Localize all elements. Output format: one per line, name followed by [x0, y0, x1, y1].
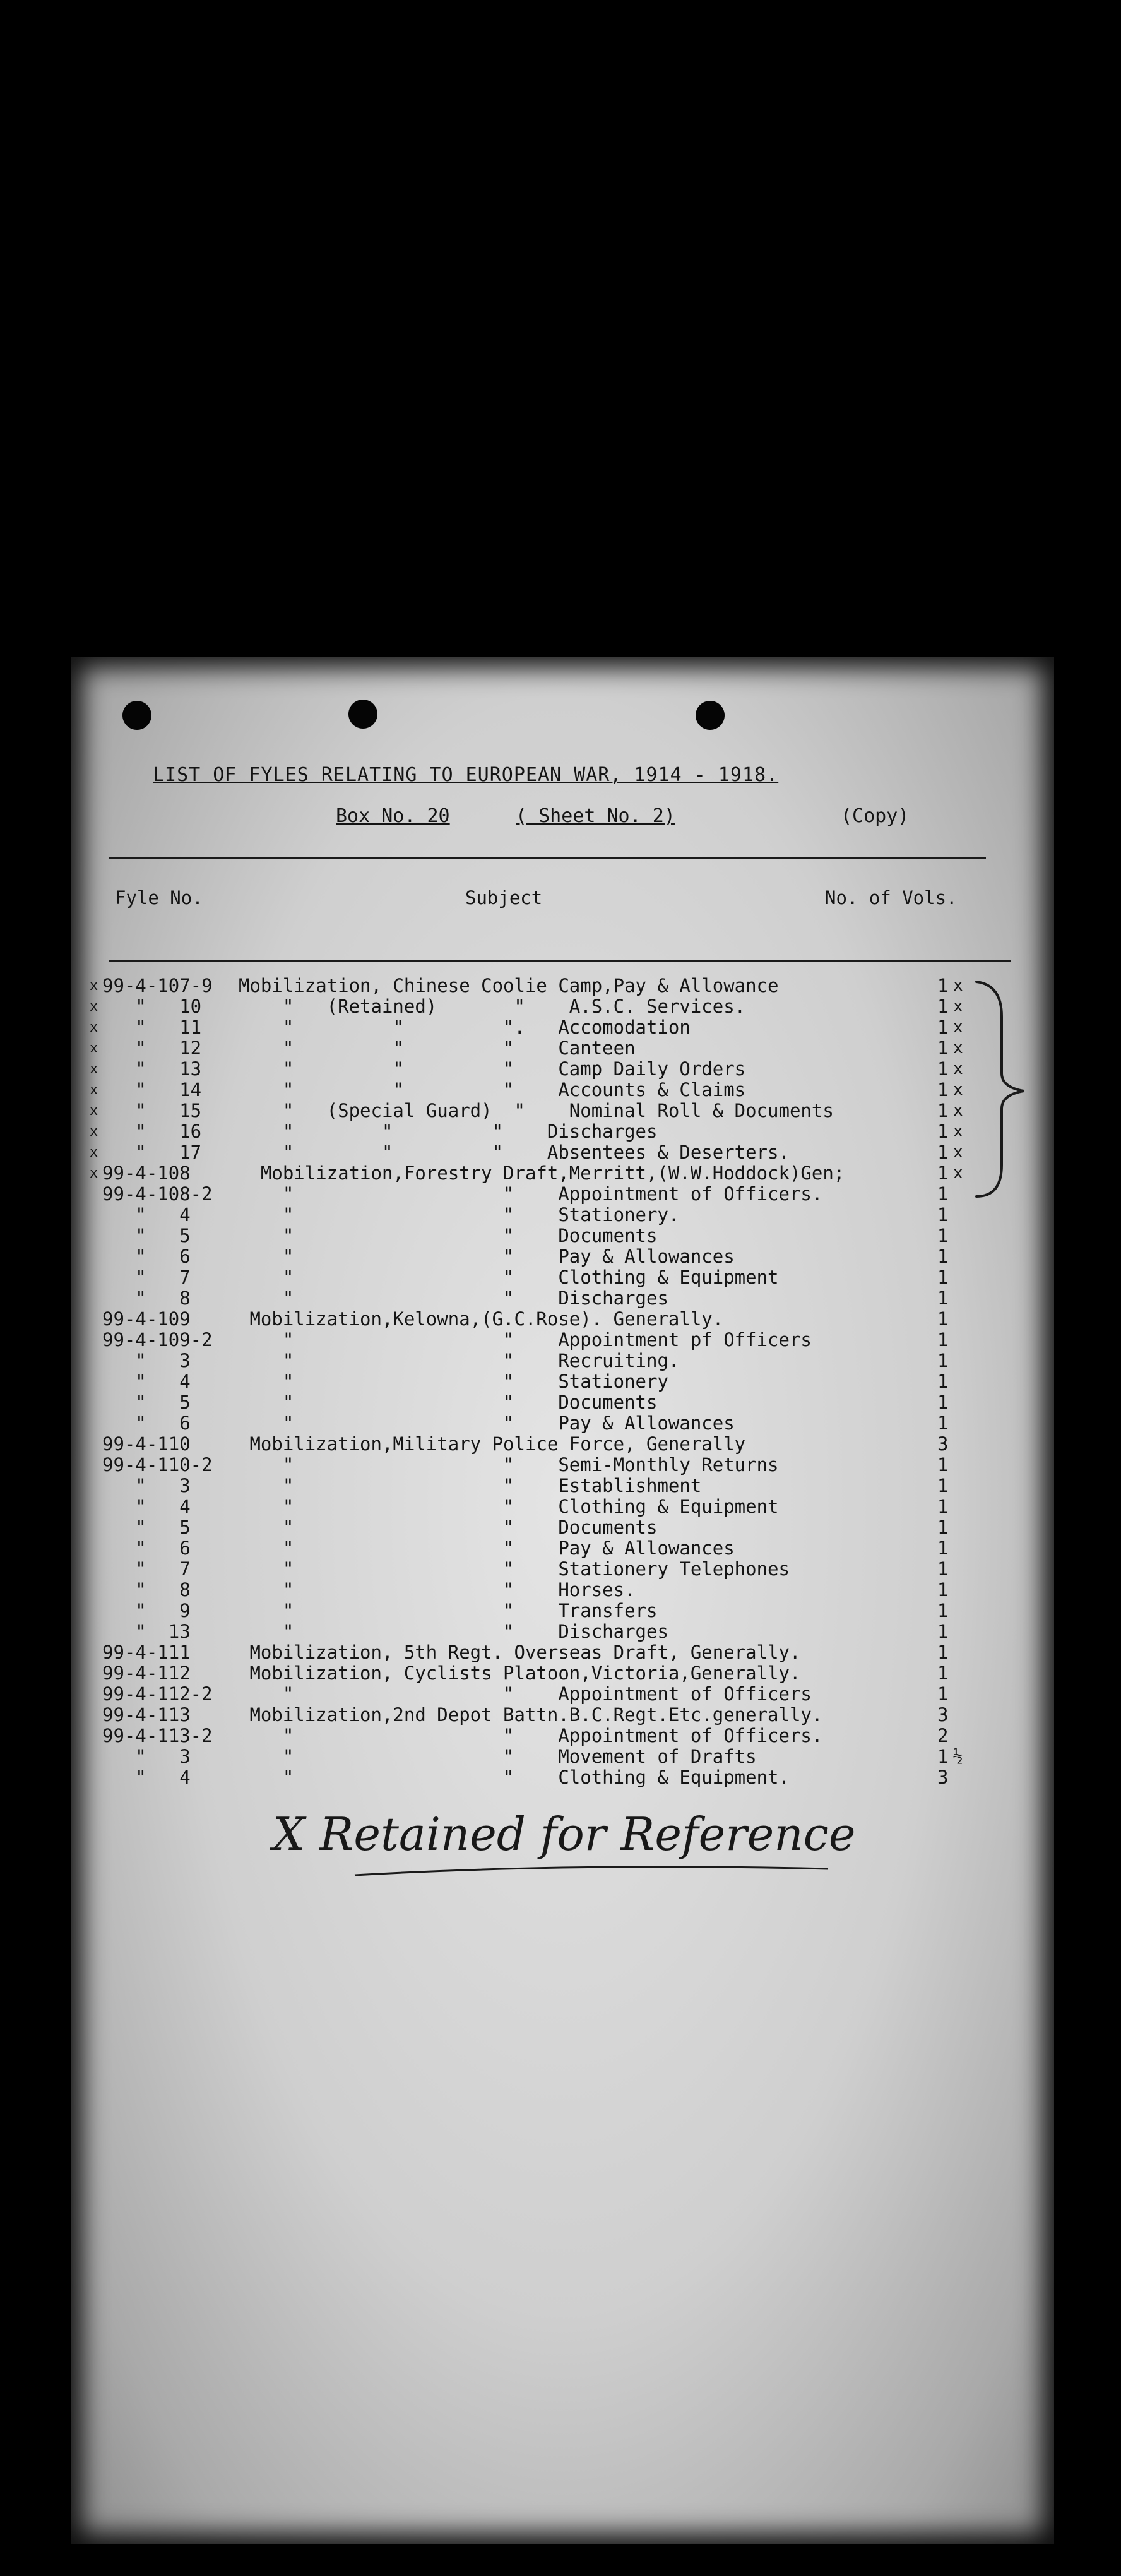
fyle-number: " 7: [102, 1267, 191, 1288]
volume-count: 1: [937, 1683, 949, 1705]
left-check-mark: x: [90, 978, 98, 994]
volume-count: 1: [937, 1079, 949, 1100]
fyle-number: 99-4-107-9: [102, 975, 213, 996]
fyle-number: " 11: [102, 1017, 202, 1038]
volume-mark: x: [953, 976, 963, 995]
list-item: [71, 1538, 1054, 1559]
fyle-number: " 5: [102, 1517, 191, 1538]
volume-count: 1: [937, 1517, 949, 1538]
fyle-number: " 13: [102, 1058, 202, 1080]
punch-hole-center: [348, 700, 377, 729]
box-number: Box No. 20: [336, 805, 450, 827]
column-header-fyle: Fyle No.: [115, 887, 203, 909]
volume-count: 1: [937, 1142, 949, 1163]
brace-mark: [973, 979, 1030, 1200]
left-check-mark: x: [90, 1166, 98, 1181]
volume-count: 1: [937, 1162, 949, 1184]
handwritten-note: [260, 1787, 954, 1900]
fyle-number: 99-4-112-2: [102, 1683, 213, 1705]
subject-text: " " Appointment of Officers.: [239, 1725, 823, 1746]
list-item: [71, 1726, 1054, 1746]
list-item: [71, 1309, 1054, 1330]
fyle-number: " 4: [102, 1204, 191, 1225]
volume-mark: ½: [953, 1747, 963, 1766]
subject-text: " " Clothing & Equipment.: [239, 1767, 790, 1788]
fyle-number: 99-4-113: [102, 1704, 191, 1726]
list-item: [71, 1142, 1054, 1163]
volume-mark: x: [953, 1018, 963, 1037]
list-item: [71, 1621, 1054, 1642]
volume-count: 1: [937, 1746, 949, 1767]
list-item: [71, 1038, 1054, 1059]
subject-text: " " Establishment: [239, 1475, 702, 1496]
subject-text: " " " Absentees & Deserters.: [239, 1142, 790, 1163]
list-item: [71, 1392, 1054, 1413]
volume-count: 2: [937, 1725, 949, 1746]
volume-count: 1: [937, 1246, 949, 1267]
fyle-number: 99-4-110: [102, 1433, 191, 1455]
list-item: [71, 1059, 1054, 1080]
subject-text: " " Discharges: [239, 1621, 668, 1642]
fyle-number: " 17: [102, 1142, 202, 1163]
volume-mark: x: [953, 1080, 963, 1099]
fyle-number: " 13: [102, 1621, 191, 1642]
subject-text: " " Stationery.: [239, 1204, 680, 1225]
fyle-number: " 4: [102, 1371, 191, 1392]
volume-mark: x: [953, 1039, 963, 1058]
list-item: [71, 1705, 1054, 1726]
subject-text: " " Transfers: [239, 1600, 658, 1621]
list-item: [71, 1559, 1054, 1580]
volume-count: 1: [937, 1267, 949, 1288]
volume-mark: x: [953, 1143, 963, 1162]
volume-count: 1: [937, 1558, 949, 1580]
fyle-number: " 8: [102, 1287, 191, 1309]
list-item: [71, 1455, 1054, 1476]
volume-count: 1: [937, 1600, 949, 1621]
fyle-number: " 3: [102, 1746, 191, 1767]
list-item: [71, 1476, 1054, 1496]
fyle-number: " 3: [102, 1350, 191, 1371]
left-check-mark: x: [90, 1124, 98, 1140]
list-item: [71, 1184, 1054, 1205]
subject-text: " " Documents: [239, 1225, 658, 1246]
fyle-number: 99-4-108: [102, 1162, 191, 1184]
fyle-number: " 14: [102, 1079, 202, 1100]
fyle-number: 99-4-112: [102, 1662, 191, 1684]
subject-text: Mobilization,2nd Depot Battn.B.C.Regt.Etc.generally.: [239, 1704, 823, 1726]
volume-count: 1: [937, 1225, 949, 1246]
list-item: [71, 1121, 1054, 1142]
subject-text: " " Movement of Drafts: [239, 1746, 757, 1767]
fyle-number: " 4: [102, 1496, 191, 1517]
list-item: [71, 1080, 1054, 1100]
sheet-number: ( Sheet No. 2): [516, 805, 675, 827]
subject-text: " " Pay & Allowances: [239, 1537, 735, 1559]
list-item: [71, 1017, 1054, 1038]
subject-text: Mobilization,Military Police Force, Generally: [239, 1433, 746, 1455]
list-item: [71, 1351, 1054, 1371]
fyle-number: 99-4-110-2: [102, 1454, 213, 1476]
volume-count: 1: [937, 1329, 949, 1351]
subject-text: " " Stationery: [239, 1371, 668, 1392]
list-item: [71, 1267, 1054, 1288]
subject-text: Mobilization, Cyclists Platoon,Victoria,Generally.: [239, 1662, 801, 1684]
list-item: [71, 1225, 1054, 1246]
volume-count: 1: [937, 1017, 949, 1038]
punch-hole-left: [122, 701, 151, 730]
header-rule-top: [109, 857, 986, 859]
volume-count: 3: [937, 1704, 949, 1726]
fyle-number: " 5: [102, 1225, 191, 1246]
subject-text: " " Pay & Allowances: [239, 1412, 735, 1434]
volume-count: 1: [937, 1454, 949, 1476]
fyle-number: " 5: [102, 1392, 191, 1413]
subject-text: " (Retained) " A.S.C. Services.: [239, 996, 746, 1017]
fyle-number: 99-4-111: [102, 1642, 191, 1663]
subject-text: " (Special Guard) " Nominal Roll & Documents: [239, 1100, 834, 1121]
left-check-mark: x: [90, 1082, 98, 1098]
volume-mark: x: [953, 1164, 963, 1183]
fyle-number: 99-4-113-2: [102, 1725, 213, 1746]
subject-text: " " ". Accomodation: [239, 1017, 691, 1038]
list-item: [71, 1767, 1054, 1788]
fyle-number: 99-4-109-2: [102, 1329, 213, 1351]
list-item: [71, 1100, 1054, 1121]
volume-count: 1: [937, 1371, 949, 1392]
volume-count: 1: [937, 1537, 949, 1559]
volume-mark: x: [953, 1122, 963, 1141]
volume-count: 1: [937, 1621, 949, 1642]
subject-text: " " Horses.: [239, 1579, 636, 1601]
list-item: [71, 1746, 1054, 1767]
volume-mark: x: [953, 1059, 963, 1078]
list-item: [71, 1330, 1054, 1351]
volume-count: 1: [937, 1496, 949, 1517]
fyle-number: " 6: [102, 1537, 191, 1559]
subject-text: Mobilization, Chinese Coolie Camp,Pay & Allowance: [239, 975, 779, 996]
left-check-mark: x: [90, 1041, 98, 1056]
subject-text: " " Clothing & Equipment: [239, 1267, 779, 1288]
fyle-list: [71, 975, 1054, 1788]
left-check-mark: x: [90, 1145, 98, 1160]
list-item: [71, 1205, 1054, 1225]
subject-text: " " " Canteen: [239, 1037, 636, 1059]
subject-text: " " Clothing & Equipment: [239, 1496, 779, 1517]
list-item: [71, 996, 1054, 1017]
list-item: [71, 1496, 1054, 1517]
column-header-subject: Subject: [465, 887, 543, 909]
document-title: LIST OF FYLES RELATING TO EUROPEAN WAR, 1914 - 1918.: [153, 764, 779, 786]
subject-text: " " Documents: [239, 1392, 658, 1413]
subject-text: " " Stationery Telephones: [239, 1558, 790, 1580]
left-check-mark: x: [90, 1103, 98, 1119]
volume-count: 1: [937, 1662, 949, 1684]
subject-text: " " Discharges: [239, 1287, 668, 1309]
list-item: [71, 1642, 1054, 1663]
subject-text: " " Recruiting.: [239, 1350, 680, 1371]
volume-count: 1: [937, 1308, 949, 1330]
subject-text: Mobilization,Forestry Draft,Merritt,(W.W.Hoddock)Gen;: [239, 1162, 845, 1184]
punch-hole-right: [696, 701, 725, 730]
list-item: [71, 1288, 1054, 1309]
volume-count: 3: [937, 1433, 949, 1455]
copy-label: (Copy): [841, 805, 910, 827]
volume-count: 1: [937, 1100, 949, 1121]
list-item: [71, 1580, 1054, 1601]
fyle-number: " 8: [102, 1579, 191, 1601]
volume-count: 1: [937, 1121, 949, 1142]
volume-count: 1: [937, 996, 949, 1017]
fyle-number: " 6: [102, 1412, 191, 1434]
handwritten-underline: [355, 1867, 828, 1875]
list-item: [71, 975, 1054, 996]
subject-text: " " Appointment of Officers.: [239, 1183, 823, 1205]
list-item: [71, 1684, 1054, 1705]
fyle-number: " 16: [102, 1121, 202, 1142]
header-rule-bottom: [109, 960, 1011, 962]
fyle-number: " 10: [102, 996, 202, 1017]
volume-mark: x: [953, 997, 963, 1016]
handwritten-note-text: X Retained for Reference: [273, 1808, 856, 1861]
list-item: [71, 1413, 1054, 1434]
left-check-mark: x: [90, 999, 98, 1015]
list-item: [71, 1601, 1054, 1621]
subject-text: " " Pay & Allowances: [239, 1246, 735, 1267]
fyle-number: " 7: [102, 1558, 191, 1580]
fyle-number: 99-4-108-2: [102, 1183, 213, 1205]
left-check-mark: x: [90, 1020, 98, 1035]
fyle-number: " 12: [102, 1037, 202, 1059]
list-item: [71, 1163, 1054, 1184]
subject-text: " " " Camp Daily Orders: [239, 1058, 746, 1080]
volume-count: 1: [937, 1204, 949, 1225]
subject-text: " " Semi-Monthly Returns: [239, 1454, 779, 1476]
subject-text: " " Documents: [239, 1517, 658, 1538]
volume-count: 1: [937, 1412, 949, 1434]
subject-text: " " Appointment pf Officers: [239, 1329, 812, 1351]
volume-count: 3: [937, 1767, 949, 1788]
volume-mark: x: [953, 1101, 963, 1120]
column-header-vols: No. of Vols.: [825, 887, 958, 909]
list-item: [71, 1246, 1054, 1267]
volume-count: 1: [937, 1287, 949, 1309]
subject-text: " " Appointment of Officers: [239, 1683, 812, 1705]
fyle-number: 99-4-109: [102, 1308, 191, 1330]
document-page: [71, 657, 1054, 2544]
volume-count: 1: [937, 1350, 949, 1371]
subject-text: " " " Accounts & Claims: [239, 1079, 746, 1100]
volume-count: 1: [937, 1058, 949, 1080]
fyle-number: " 3: [102, 1475, 191, 1496]
volume-count: 1: [937, 1183, 949, 1205]
list-item: [71, 1663, 1054, 1684]
fyle-number: " 9: [102, 1600, 191, 1621]
fyle-number: " 6: [102, 1246, 191, 1267]
fyle-number: " 4: [102, 1767, 191, 1788]
subject-text: Mobilization, 5th Regt. Overseas Draft, Generally.: [239, 1642, 801, 1663]
subject-text: " " " Discharges: [239, 1121, 658, 1142]
volume-count: 1: [937, 1392, 949, 1413]
list-item: [71, 1517, 1054, 1538]
list-item: [71, 1371, 1054, 1392]
volume-count: 1: [937, 1579, 949, 1601]
volume-count: 1: [937, 1475, 949, 1496]
volume-count: 1: [937, 1037, 949, 1059]
subject-text: Mobilization,Kelowna,(G.C.Rose). Generally.: [239, 1308, 724, 1330]
volume-count: 1: [937, 1642, 949, 1663]
list-item: [71, 1434, 1054, 1455]
volume-count: 1: [937, 975, 949, 996]
fyle-number: " 15: [102, 1100, 202, 1121]
left-check-mark: x: [90, 1061, 98, 1077]
